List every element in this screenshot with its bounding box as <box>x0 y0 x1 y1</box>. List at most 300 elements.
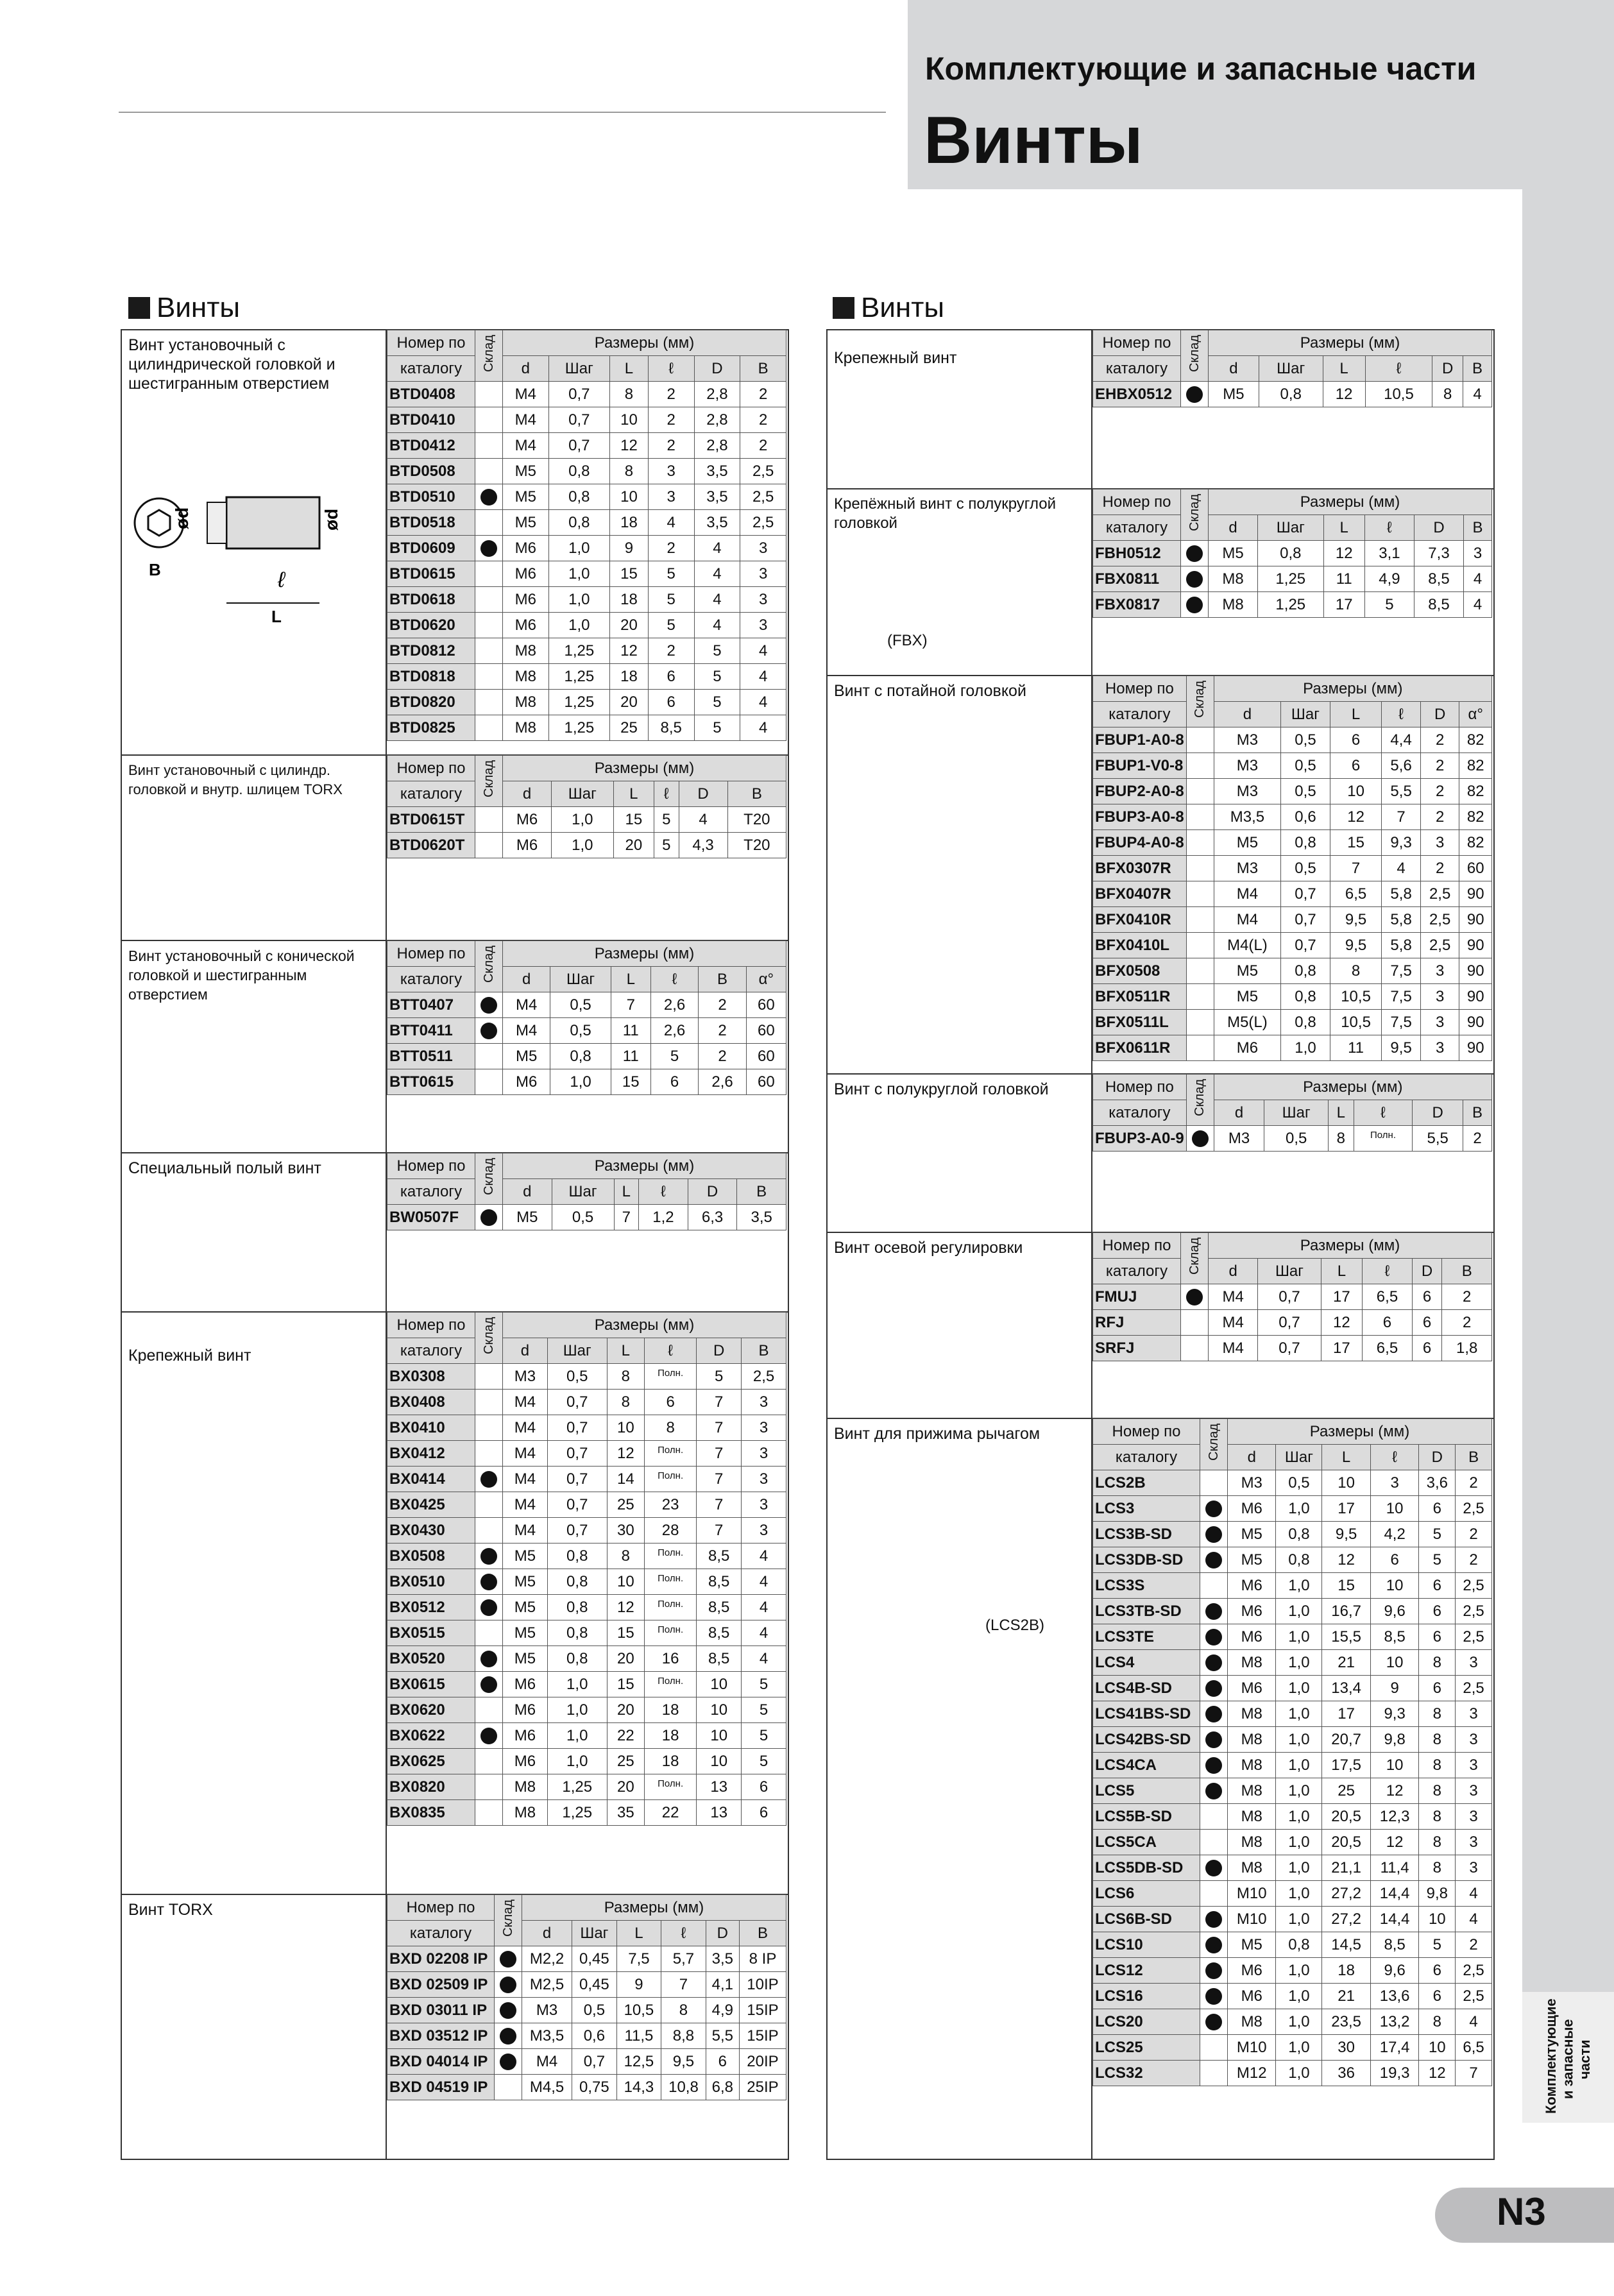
table-row <box>1093 1676 1492 1701</box>
size-value: 90 <box>1459 1035 1492 1061</box>
catalog-number: BX0414 <box>387 1467 475 1492</box>
catalog-number: LCS41BS-SD <box>1093 1701 1200 1727</box>
size-value: 1,0 <box>1276 1804 1322 1830</box>
size-value: 1,0 <box>1276 1676 1322 1701</box>
stock-indicator <box>475 1569 503 1595</box>
col-l: ℓ <box>1363 1259 1413 1284</box>
catalog-number: LCS4CA <box>1093 1753 1200 1778</box>
size-value: 4 <box>742 1620 786 1646</box>
col-D: D <box>1432 356 1463 382</box>
size-value: 12 <box>1370 1778 1419 1804</box>
size-value: 3 <box>648 459 694 484</box>
stock-indicator <box>475 1364 503 1390</box>
table-row <box>387 1518 786 1543</box>
table-row <box>1093 1804 1492 1830</box>
size-value: M2,5 <box>522 1972 572 1998</box>
stock-indicator <box>475 1415 503 1441</box>
size-value: 8 <box>661 1998 706 2023</box>
stock-indicator <box>1186 753 1214 779</box>
size-value: M8 <box>1209 566 1258 592</box>
side-band <box>1522 189 1614 2088</box>
in-stock-dot-icon <box>1205 1552 1222 1569</box>
size-value: 9,5 <box>1322 1522 1371 1547</box>
size-value: 0,5 <box>1281 727 1330 753</box>
col-code: Номер по <box>1093 330 1181 356</box>
catalog-number: LCS5B-SD <box>1093 1804 1200 1830</box>
size-value: 6 <box>645 1390 697 1415</box>
size-value: 3 <box>740 613 786 638</box>
col-alpha: α° <box>1459 702 1492 727</box>
table-row <box>387 1620 786 1646</box>
right-section-heading <box>833 292 944 324</box>
catalog-number: BTD0408 <box>387 382 475 407</box>
size-value: 0,8 <box>547 1620 607 1646</box>
table-row <box>1093 1624 1492 1650</box>
size-value: M4 <box>503 1415 548 1441</box>
size-value: 12 <box>1330 804 1382 830</box>
size-value: 5 <box>742 1749 786 1774</box>
size-value: 7,3 <box>1414 541 1463 566</box>
catalog-number: BX0625 <box>387 1749 475 1774</box>
size-value: 8 <box>1329 1126 1354 1152</box>
size-value: 1,0 <box>1276 1778 1322 1804</box>
stock-indicator <box>1186 804 1214 830</box>
catalog-number: LCS25 <box>1093 2035 1200 2061</box>
size-value: M3 <box>522 1998 572 2023</box>
size-value: 10 <box>697 1749 742 1774</box>
size-value: 3 <box>1420 984 1459 1010</box>
size-value: M6 <box>503 1069 550 1095</box>
size-value: Полн. <box>645 1672 697 1697</box>
size-value: 21 <box>1322 1650 1371 1676</box>
in-stock-dot-icon <box>480 1651 497 1667</box>
catalog-number: BX0615 <box>387 1672 475 1697</box>
table-btdt <box>387 755 786 858</box>
stock-indicator <box>475 715 503 741</box>
stock-indicator <box>475 433 503 459</box>
stock-indicator <box>475 536 503 561</box>
header-rule <box>119 112 886 113</box>
size-value: 14,3 <box>616 2075 661 2100</box>
size-value: M4 <box>1214 907 1280 933</box>
size-value: M4 <box>503 1518 548 1543</box>
size-value: 2,6 <box>699 1069 746 1095</box>
catalog-number: BTT0407 <box>387 992 475 1018</box>
in-stock-dot-icon <box>1205 1962 1222 1979</box>
table-fmuj <box>1092 1232 1492 1361</box>
svg-text:L: L <box>271 607 282 626</box>
size-value: M3 <box>1228 1470 1276 1496</box>
size-value: M6 <box>503 536 549 561</box>
size-value: M4,5 <box>522 2075 572 2100</box>
col-stock: Склад <box>475 1153 503 1205</box>
size-value: 5 <box>694 664 740 690</box>
size-value: 14,4 <box>1370 1881 1419 1907</box>
stock-indicator <box>475 833 503 858</box>
size-value: 19,3 <box>1370 2061 1419 2086</box>
stock-indicator <box>1200 2035 1228 2061</box>
size-value: 6 <box>1330 727 1382 753</box>
size-value: 3 <box>742 1390 786 1415</box>
block-title: Винт для прижима рычагом <box>834 1425 1041 1443</box>
catalog-number: BX0408 <box>387 1390 475 1415</box>
catalog-number: FMUJ <box>1093 1284 1181 1310</box>
size-value: 23 <box>645 1492 697 1518</box>
size-value: 2 <box>1456 1547 1492 1573</box>
catalog-number: BXD 02208 IP <box>387 1946 495 1972</box>
size-value: 8 <box>1419 1778 1456 1804</box>
col-B: B <box>727 781 786 807</box>
catalog-number: BX0308 <box>387 1364 475 1390</box>
stock-indicator <box>475 1672 503 1697</box>
size-value: 1,25 <box>548 690 609 715</box>
size-value: 2 <box>699 1044 746 1069</box>
size-value: 14,4 <box>1370 1907 1419 1932</box>
size-value: 7 <box>697 1518 742 1543</box>
size-value: 25IP <box>739 2075 786 2100</box>
col-stock: Склад <box>495 1895 522 1946</box>
size-value: 20,5 <box>1322 1830 1371 1855</box>
size-value: 6 <box>742 1800 786 1826</box>
stock-indicator <box>1181 592 1209 618</box>
size-value: 0,5 <box>1264 1126 1329 1152</box>
size-value: 4 <box>694 536 740 561</box>
size-value: 17 <box>1322 1701 1371 1727</box>
col-code: Номер по <box>387 1313 475 1338</box>
size-value: 5,8 <box>1382 907 1421 933</box>
catalog-number: LCS3 <box>1093 1496 1200 1522</box>
size-value: 8 <box>610 382 649 407</box>
size-value: 2,5 <box>1420 907 1459 933</box>
table-row <box>1093 1727 1492 1753</box>
catalog-number: FBUP1-A0-8 <box>1093 727 1187 753</box>
size-value: 0,7 <box>572 2049 617 2075</box>
col-B: B <box>1464 515 1492 541</box>
size-value: 7 <box>697 1415 742 1441</box>
size-value: M6 <box>1228 1958 1276 1984</box>
catalog-number: BTD0818 <box>387 664 475 690</box>
col-sizes: Размеры (мм) <box>1209 330 1492 356</box>
table-row <box>1093 1284 1492 1310</box>
table-row <box>387 459 786 484</box>
col-sizes: Размеры (мм) <box>1214 1075 1491 1100</box>
size-value: 0,8 <box>1258 541 1324 566</box>
table-row <box>387 664 786 690</box>
size-value: 2 <box>1442 1284 1492 1310</box>
table-row <box>1093 1336 1492 1361</box>
size-value: 5 <box>694 690 740 715</box>
size-value: 3,5 <box>694 484 740 510</box>
catalog-number: BTD0615T <box>387 807 475 833</box>
size-value: M5 <box>503 1620 548 1646</box>
table-row <box>387 536 786 561</box>
size-value: 8,5 <box>1370 1624 1419 1650</box>
size-value: 11 <box>611 1018 650 1044</box>
col-code2: каталогу <box>1093 1100 1187 1126</box>
size-value: 0,7 <box>547 1467 607 1492</box>
size-value: M6 <box>1228 1984 1276 2009</box>
table-row <box>387 1205 786 1230</box>
size-value: 90 <box>1459 881 1492 907</box>
catalog-number: BFX0508 <box>1093 958 1187 984</box>
size-value: 0,8 <box>1276 1522 1322 1547</box>
size-value: M4 <box>1209 1336 1258 1361</box>
table-row <box>1093 933 1492 958</box>
catalog-number: BFX0410L <box>1093 933 1187 958</box>
side-tab[interactable] <box>1522 1992 1614 2123</box>
col-D: D <box>706 1921 739 1946</box>
table-row <box>1093 2061 1492 2086</box>
size-value: 2 <box>1420 804 1459 830</box>
stock-indicator <box>1200 2061 1228 2086</box>
stock-indicator <box>1200 1932 1228 1958</box>
size-value: 3 <box>1456 1727 1492 1753</box>
table-row <box>1093 382 1492 407</box>
size-value: M5 <box>503 484 549 510</box>
stock-indicator <box>475 1518 503 1543</box>
size-value: 4 <box>742 1543 786 1569</box>
size-value: 3 <box>648 484 694 510</box>
size-value: 0,8 <box>1281 984 1330 1010</box>
in-stock-dot-icon <box>500 2002 516 2019</box>
size-value: 82 <box>1459 753 1492 779</box>
stock-indicator <box>1200 1804 1228 1830</box>
size-value: M6 <box>503 587 549 613</box>
size-value: 4 <box>740 715 786 741</box>
size-value: 3,5 <box>694 459 740 484</box>
size-value: 6,3 <box>688 1205 737 1230</box>
col-L: L <box>1323 515 1364 541</box>
in-stock-dot-icon <box>480 1599 497 1616</box>
size-value: 15 <box>1322 1573 1371 1599</box>
size-value: 1,0 <box>1276 1830 1322 1855</box>
catalog-number: LCS3DB-SD <box>1093 1547 1200 1573</box>
size-value: 20 <box>607 1774 644 1800</box>
size-value: M4(L) <box>1214 933 1280 958</box>
stock-indicator <box>475 1467 503 1492</box>
size-value: 2,5 <box>1456 1984 1492 2009</box>
size-value: 6 <box>1419 1573 1456 1599</box>
in-stock-dot-icon <box>1186 571 1203 588</box>
col-step: Шаг <box>548 356 609 382</box>
size-value: 6 <box>1419 1984 1456 2009</box>
table-row <box>1093 1984 1492 2009</box>
size-value: M5 <box>503 1205 552 1230</box>
col-D: D <box>1420 702 1459 727</box>
size-value: 17 <box>1322 1496 1371 1522</box>
size-value: 0,8 <box>1259 382 1323 407</box>
size-value: M4 <box>522 2049 572 2075</box>
table-row <box>387 1672 786 1697</box>
size-value: 14 <box>607 1467 644 1492</box>
svg-text:ød: ød <box>321 508 341 531</box>
size-value: 0,8 <box>1276 1932 1322 1958</box>
col-B: B <box>737 1179 786 1205</box>
size-value: 1,0 <box>1276 1650 1322 1676</box>
col-L: L <box>613 781 654 807</box>
size-value: 20,7 <box>1322 1727 1371 1753</box>
catalog-number: FBUP3-A0-8 <box>1093 804 1187 830</box>
size-value: 60 <box>1459 856 1492 881</box>
col-step: Шаг <box>547 1338 607 1364</box>
stock-indicator <box>1200 1907 1228 1932</box>
size-value: 0,8 <box>548 459 609 484</box>
col-stock: Склад <box>475 1313 503 1364</box>
table-row <box>1093 1496 1492 1522</box>
size-value: 2 <box>699 992 746 1018</box>
table-row <box>1093 2009 1492 2035</box>
stock-indicator <box>495 2075 522 2100</box>
stock-indicator <box>475 1774 503 1800</box>
size-value: 20 <box>610 690 649 715</box>
stock-indicator <box>495 2049 522 2075</box>
col-step: Шаг <box>552 781 613 807</box>
stock-indicator <box>1200 1855 1228 1881</box>
size-value: Полн. <box>645 1364 697 1390</box>
size-value: M6 <box>1228 1573 1276 1599</box>
size-value: 8 <box>1432 382 1463 407</box>
size-value: 12 <box>1321 1310 1363 1336</box>
table-row <box>387 638 786 664</box>
table-row <box>387 2023 786 2049</box>
size-value: 12 <box>610 433 649 459</box>
stock-indicator <box>475 382 503 407</box>
size-value: 8,5 <box>697 1569 742 1595</box>
size-value: M6 <box>503 1672 548 1697</box>
size-value: M5 <box>1214 830 1280 856</box>
size-value: 0,7 <box>548 433 609 459</box>
size-value: 10,8 <box>661 2075 706 2100</box>
block-title: Винт с полукруглой головкой <box>834 1080 1049 1098</box>
in-stock-dot-icon <box>480 1676 497 1693</box>
table-fbh <box>1092 489 1492 618</box>
size-value: 7 <box>697 1390 742 1415</box>
size-value: M3 <box>1214 727 1280 753</box>
size-value: 7 <box>1456 2061 1492 2086</box>
size-value: 6,5 <box>1456 2035 1492 2061</box>
size-value: 5 <box>648 587 694 613</box>
stock-indicator <box>475 1620 503 1646</box>
size-value: 3 <box>1456 1701 1492 1727</box>
size-value: 4 <box>742 1646 786 1672</box>
size-value: 2,5 <box>1456 1573 1492 1599</box>
size-value: 3 <box>1456 1778 1492 1804</box>
size-value: M8 <box>503 1800 548 1826</box>
col-step: Шаг <box>572 1921 617 1946</box>
section-square-icon <box>128 297 150 319</box>
size-value: M6 <box>1228 1599 1276 1624</box>
catalog-number: SRFJ <box>1093 1336 1181 1361</box>
col-d: d <box>1214 702 1280 727</box>
size-value: 2,5 <box>1420 881 1459 907</box>
table-row <box>387 484 786 510</box>
stock-indicator <box>1186 881 1214 907</box>
size-value: 3 <box>1456 1855 1492 1881</box>
in-stock-dot-icon <box>480 997 497 1014</box>
size-value: 0,75 <box>572 2075 617 2100</box>
in-stock-dot-icon <box>480 1023 497 1039</box>
size-value: 6 <box>1419 1676 1456 1701</box>
size-value: M5 <box>1228 1932 1276 1958</box>
table-row <box>1093 830 1492 856</box>
side-tab-line1: Комплектующие <box>1542 1998 1559 2114</box>
size-value: 9,6 <box>1370 1599 1419 1624</box>
size-value: 13,6 <box>1370 1984 1419 2009</box>
catalog-number: BX0430 <box>387 1518 475 1543</box>
catalog-number: BTD0609 <box>387 536 475 561</box>
size-value: 0,45 <box>572 1972 617 1998</box>
col-d: d <box>503 1179 552 1205</box>
col-stock: Склад <box>1181 1233 1209 1284</box>
catalog-number: BX0425 <box>387 1492 475 1518</box>
catalog-number: EHBX0512 <box>1093 382 1181 407</box>
stock-indicator <box>495 1972 522 1998</box>
col-d: d <box>503 1338 548 1364</box>
size-value: 1,0 <box>552 833 613 858</box>
size-value: 1,0 <box>1276 1496 1322 1522</box>
block-note: (FBX) <box>887 632 928 649</box>
size-value: 25 <box>607 1492 644 1518</box>
stock-indicator <box>475 459 503 484</box>
table-row <box>1093 2035 1492 2061</box>
size-value: 17 <box>1323 592 1364 618</box>
size-value: 5 <box>694 638 740 664</box>
size-value: 0,5 <box>550 992 611 1018</box>
col-B: B <box>742 1338 786 1364</box>
size-value: 18 <box>645 1723 697 1749</box>
size-value: M8 <box>1228 2009 1276 2035</box>
col-sizes: Размеры (мм) <box>1209 489 1492 515</box>
table-row <box>387 807 786 833</box>
catalog-number: LCS32 <box>1093 2061 1200 2086</box>
col-l: ℓ <box>645 1338 697 1364</box>
catalog-number: LCS3B-SD <box>1093 1522 1200 1547</box>
size-value: 15 <box>610 561 649 587</box>
size-value: 5 <box>1419 1932 1456 1958</box>
in-stock-dot-icon <box>1205 1706 1222 1722</box>
in-stock-dot-icon <box>500 1951 516 1968</box>
size-value: 1,0 <box>1276 1599 1322 1624</box>
col-L: L <box>610 356 649 382</box>
size-value: 1,0 <box>548 536 609 561</box>
size-value: 3 <box>740 536 786 561</box>
table-row <box>387 1415 786 1441</box>
size-value: M4 <box>503 1467 548 1492</box>
col-d: d <box>1209 1259 1258 1284</box>
stock-indicator <box>1200 1573 1228 1599</box>
catalog-number: LCS3S <box>1093 1573 1200 1599</box>
size-value: 2,5 <box>742 1364 786 1390</box>
col-step: Шаг <box>1264 1100 1329 1126</box>
col-code2: каталогу <box>1093 1259 1181 1284</box>
stock-indicator <box>475 587 503 613</box>
size-value: 12 <box>1370 1830 1419 1855</box>
size-value: 10 <box>1330 779 1382 804</box>
table-row <box>387 1774 786 1800</box>
size-value: 8 <box>1419 1830 1456 1855</box>
size-value: 10 <box>610 484 649 510</box>
col-B: B <box>1456 1445 1492 1470</box>
size-value: M4 <box>1209 1284 1258 1310</box>
stock-indicator <box>1200 2009 1228 2035</box>
in-stock-dot-icon <box>1205 1731 1222 1748</box>
catalog-number: BW0507F <box>387 1205 475 1230</box>
col-sizes: Размеры (мм) <box>503 941 786 967</box>
table-row <box>1093 856 1492 881</box>
table-row <box>387 2075 786 2100</box>
size-value: 0,5 <box>1281 856 1330 881</box>
size-value: M5 <box>503 1044 550 1069</box>
